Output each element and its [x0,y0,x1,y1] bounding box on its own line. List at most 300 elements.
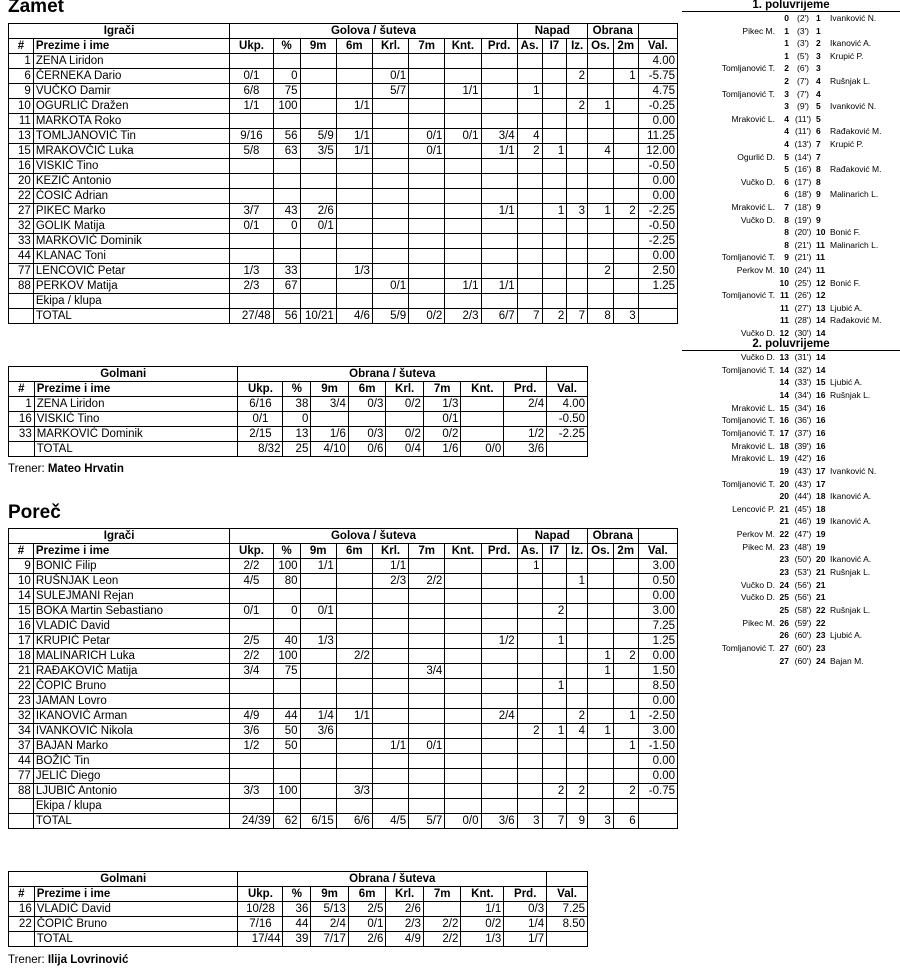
goalkeeper-row [9,917,588,932]
stat-as [517,709,542,724]
col-header-krl: Krl. [372,39,408,54]
zamet-scorer: Tomljanović T. [721,290,775,301]
stat-krl: 0/2 [386,427,424,442]
porec-score: 4 [816,88,821,99]
stat-pct: 36 [283,902,311,917]
stat-os: 2 [587,264,613,279]
total-krl: 4/9 [386,932,424,947]
player-row [9,189,678,204]
col-header-ukp: Ukp. [230,39,273,54]
stat-iz: 3 [567,204,588,219]
stat-m9 [300,114,336,129]
stat-knt [445,634,481,649]
total-i7: 7 [542,814,567,829]
stat-i7 [542,264,567,279]
stat-knt [461,427,504,442]
stat-ukp: 2/2 [230,649,273,664]
stat-val [638,294,677,309]
zamet-score: 11 [780,302,789,313]
col-header-m9: 9m [311,382,349,397]
score-event [682,37,900,49]
zamet-scorer: Vučko D. [740,592,775,603]
stat-m9 [300,249,336,264]
stat-as [517,754,542,769]
stat-as [517,739,542,754]
stat-os [587,279,613,294]
col-header-m6: 6m [348,382,386,397]
player-name: Ekipa / klupa [33,294,229,309]
player-number: 10 [9,99,34,114]
stat-as [517,769,542,784]
stat-knt [445,174,481,189]
stat-m9 [300,69,336,84]
stat-krl [372,234,408,249]
stat-m7 [409,784,445,799]
porec-score: 11 [816,265,825,275]
stat-krl [372,174,408,189]
stat-as [517,99,542,114]
stat-m2: 1 [613,69,638,84]
stat-iz [567,619,588,634]
stat-i7 [542,189,567,204]
stat-as: 4 [517,129,542,144]
porec-score: 6 [816,126,821,137]
stat-pct [273,754,300,769]
stat-krl [372,249,408,264]
stat-ukp [230,589,273,604]
stat-krl [372,604,408,619]
zamet-score: 18 [779,440,789,451]
zamet-score: 16 [779,415,789,426]
stat-as [517,604,542,619]
stat-os [587,799,613,814]
stat-m6 [336,799,372,814]
stat-knt [445,234,481,249]
zamet-score: 8 [784,214,789,225]
porec-score: 7 [816,151,821,162]
stat-as [517,159,542,174]
header-column-row [9,39,678,54]
stat-m9 [300,279,336,294]
stat-as [517,634,542,649]
stat-m9 [300,739,336,754]
stat-krl [372,724,408,739]
porec-score: 1 [816,13,821,23]
porec-scorer: Krupić P. [830,50,864,61]
zamet-scorer: Mraković L. [731,113,775,124]
stat-os [587,559,613,574]
col-header-prd: Prd. [481,39,517,54]
stat-ukp [230,114,273,129]
goalkeeper-number: 16 [9,902,35,917]
event-minute: (43') [794,478,812,489]
stat-ukp: 0/1 [230,69,273,84]
zamet-score: 20 [779,478,789,489]
total-empty [9,932,35,947]
stat-m9 [300,649,336,664]
event-minute: (9') [796,101,809,112]
goalkeeper-name: ZENA Liridon [34,397,238,412]
stat-m6 [348,412,386,427]
player-name: ČOPIĆ Bruno [33,679,229,694]
player-name: ČERNEKA Dario [33,69,229,84]
player-row [9,754,678,769]
score-event [682,642,900,654]
player-row [9,159,678,174]
coach-name: Mateo Hrvatin [47,463,124,475]
stat-pct: 33 [273,264,300,279]
player-number: 14 [9,589,34,604]
stat-val: -0.25 [638,99,677,114]
stat-os [587,679,613,694]
player-name: BONIĆ Filip [33,559,229,574]
event-minute: (20') [794,227,812,238]
col-header-num: # [9,887,35,902]
zamet-score: 19 [779,465,789,476]
stat-knt [445,219,481,234]
stat-ukp: 3/7 [230,204,273,219]
stat-val: 0.00 [638,249,677,264]
col-header-num: # [9,39,34,54]
score-event [682,163,900,175]
porec-scorer: Malinarich L. [830,239,879,250]
total-row [9,442,588,457]
stat-as [517,799,542,814]
stat-val: 12.00 [638,144,677,159]
score-event [682,427,900,439]
zamet-score: 13 [779,352,789,362]
col-header-krl: Krl. [372,544,408,559]
col-header-num: # [9,382,35,397]
stat-m7 [409,709,445,724]
stat-m9 [300,679,336,694]
col-header-name: Prezime i ime [33,39,229,54]
total-m9: 6/15 [300,814,336,829]
stat-pct [273,694,300,709]
porec-score: 19 [816,541,826,552]
stat-prd [481,739,517,754]
player-number: 77 [9,769,34,784]
zamet-scorer: Lencović P. [732,503,775,514]
event-minute: (24') [794,265,812,275]
stat-iz [567,649,588,664]
stat-pct: 56 [273,129,300,144]
stat-pct: 80 [273,574,300,589]
stat-iz [567,604,588,619]
col-header-prd: Prd. [481,544,517,559]
score-event [682,655,900,667]
col-header-m7: 7m [423,382,461,397]
stat-m2 [613,54,638,69]
stat-iz [567,634,588,649]
zamet-scorer: Vučko D. [740,352,775,362]
score-event [682,579,900,591]
porec-score: 16 [816,440,826,451]
zamet-scorer: Mraković L. [731,453,775,464]
stat-m7 [409,84,445,99]
event-minute: (39') [794,440,812,451]
player-number: 11 [9,114,34,129]
porec-score: 14 [816,328,826,338]
stat-knt [445,159,481,174]
stat-m9 [300,754,336,769]
zamet-score: 26 [779,630,789,641]
col-header-ukp: Ukp. [230,544,273,559]
stat-m7: 3/4 [409,664,445,679]
stat-os [587,84,613,99]
porec-score: 24 [816,655,826,666]
player-row [9,574,678,589]
stat-m7: 0/2 [423,427,461,442]
porec-scorer: Ljubić A. [830,302,863,313]
stat-as [517,784,542,799]
score-event [682,12,900,24]
player-row [9,709,678,724]
total-prd: 3/6 [504,442,547,457]
col-header-pct: % [273,39,300,54]
stat-m6 [336,664,372,679]
stat-m9 [300,769,336,784]
stat-prd [481,589,517,604]
zamet-score: 5 [784,164,789,175]
player-row [9,589,678,604]
goalkeeper-name: VISKIĆ Tino [34,412,238,427]
stat-krl [372,664,408,679]
player-row [9,739,678,754]
stat-m6: 1/3 [336,264,372,279]
stat-iz [567,54,588,69]
stat-val: 8.50 [547,917,588,932]
total-empty [9,442,35,457]
stat-prd [481,234,517,249]
col-header-as: As. [517,39,542,54]
porec-scorer: Ikanović A. [830,516,872,527]
stat-as [517,219,542,234]
stat-krl: 5/7 [372,84,408,99]
total-pct: 25 [283,442,311,457]
score-event [682,617,900,629]
stat-val: -0.50 [547,412,588,427]
stat-m9 [300,234,336,249]
porec-score: 16 [816,453,826,464]
stat-m2 [613,769,638,784]
stat-knt [445,249,481,264]
group-header-golmani: Golmani [9,367,238,382]
stat-m9 [300,694,336,709]
goalkeeper-number: 22 [9,917,35,932]
event-minute: (7') [796,76,809,86]
stat-prd [481,754,517,769]
stat-m7 [409,69,445,84]
score-event [682,414,900,426]
col-header-m7: 7m [409,39,445,54]
stat-i7 [542,739,567,754]
stat-ukp [230,249,273,264]
stat-i7 [542,649,567,664]
event-minute: (30') [794,328,812,338]
zamet-scorer: Ogurlić D. [737,151,775,162]
zamet-score: 20 [779,491,789,502]
col-header-knt: Knt. [461,382,504,397]
stat-m6: 1/1 [336,129,372,144]
total-pct: 56 [273,309,300,324]
score-event [682,289,900,301]
porec-goalkeepers-table [8,871,588,947]
porec-scorer: Rađaković M. [830,126,882,137]
player-row [9,204,678,219]
zamet-score: 25 [779,592,789,603]
stat-val: 11.25 [638,129,677,144]
group-header-empty [638,529,677,544]
score-event [682,88,900,100]
stat-i7 [542,664,567,679]
stat-val: -0.50 [638,219,677,234]
player-name: MALINARICH Luka [33,649,229,664]
total-knt: 0/0 [461,442,504,457]
stat-pct: 0 [273,219,300,234]
stat-m2 [613,159,638,174]
stat-knt [445,739,481,754]
zamet-score: 22 [779,529,789,540]
player-row [9,99,678,114]
stat-ukp: 4/9 [230,709,273,724]
stat-m6 [336,294,372,309]
player-name: ĆOSIĆ Adrian [33,189,229,204]
event-minute: (26') [794,290,812,301]
player-name: BOŽIĆ Tin [33,754,229,769]
stat-val: 8.50 [638,679,677,694]
stat-iz: 2 [567,709,588,724]
stat-val: 4.75 [638,84,677,99]
stat-os: 4 [587,144,613,159]
stat-val: 3.00 [638,724,677,739]
stat-i7: 1 [542,634,567,649]
stat-prd [481,114,517,129]
event-minute: (45') [794,503,812,514]
col-header-pct: % [283,887,311,902]
stat-as [517,619,542,634]
stat-pct: 75 [273,664,300,679]
stat-knt [445,679,481,694]
event-minute: (36') [794,415,812,426]
stat-val: 0.00 [638,649,677,664]
stat-val: 1.25 [638,634,677,649]
stat-knt: 1/1 [445,84,481,99]
stat-i7: 2 [542,604,567,619]
zamet-score: 27 [779,642,789,653]
group-header-igraci: Igrači [9,24,230,39]
player-row [9,294,678,309]
score-event [682,188,900,200]
player-number: 22 [9,189,34,204]
stat-prd [481,559,517,574]
stat-val: 0.00 [638,114,677,129]
stat-ukp [230,54,273,69]
stat-krl [386,412,424,427]
stat-as [517,679,542,694]
total-label: TOTAL [33,309,229,324]
stat-os: 1 [587,649,613,664]
stat-val: 0.00 [638,589,677,604]
player-row [9,264,678,279]
stat-m9: 2/4 [311,917,349,932]
event-minute: (2') [796,13,809,23]
stat-m2 [613,574,638,589]
stat-as: 2 [517,144,542,159]
zamet-score: 23 [779,554,789,565]
stat-os [587,784,613,799]
event-minute: (59') [794,617,812,628]
porec-scorer: Krupić P. [830,139,864,149]
stat-os [587,709,613,724]
stat-m6 [336,159,372,174]
stat-krl [372,754,408,769]
stat-iz [567,799,588,814]
group-header-napad: Napad [517,24,587,39]
stat-prd [481,99,517,114]
player-row [9,604,678,619]
porec-scorer: Bonić F. [830,277,861,288]
stat-val: 0.00 [638,694,677,709]
stat-ukp: 5/8 [230,144,273,159]
group-header-golmani: Golmani [9,872,238,887]
stat-os [587,189,613,204]
zamet-score: 23 [779,541,789,552]
stat-m7 [409,769,445,784]
group-header-golova: Golova / šuteva [230,24,517,39]
score-event [682,302,900,314]
zamet-score: 27 [779,655,789,666]
stat-pct: 38 [283,397,311,412]
header-group-row [9,872,588,887]
stat-pct [273,174,300,189]
stat-ukp: 3/6 [230,724,273,739]
stat-iz [567,114,588,129]
stat-iz [567,739,588,754]
stat-m9: 0/1 [300,604,336,619]
player-name: MARKOVIĆ Dominik [33,234,229,249]
event-minute: (43') [794,465,812,476]
zamet-score: 11 [780,315,789,326]
stat-ukp: 6/8 [230,84,273,99]
stat-os [587,219,613,234]
stat-iz [567,189,588,204]
stat-os [587,174,613,189]
stat-prd [481,574,517,589]
event-minute: (34') [794,389,812,400]
stat-krl: 2/3 [372,574,408,589]
porec-score: 22 [816,617,826,628]
stat-prd: 0/3 [504,902,547,917]
player-number: 27 [9,204,34,219]
total-val-empty [547,442,588,457]
stat-krl: 2/6 [386,902,424,917]
stat-as [517,114,542,129]
player-number: 18 [9,649,34,664]
total-prd: 6/7 [481,309,517,324]
porec-scorer: Bajan M. [830,655,864,666]
total-m9: 7/17 [311,932,349,947]
player-row [9,619,678,634]
porec-scorer: Rušnjak L. [830,76,871,86]
stat-i7 [542,174,567,189]
event-minute: (44') [794,491,812,502]
stat-prd: 1/1 [481,204,517,219]
stat-m2 [613,129,638,144]
team-title-zamet: Zamet [8,0,64,17]
event-minute: (60') [794,655,812,666]
stat-m6: 1/1 [336,144,372,159]
